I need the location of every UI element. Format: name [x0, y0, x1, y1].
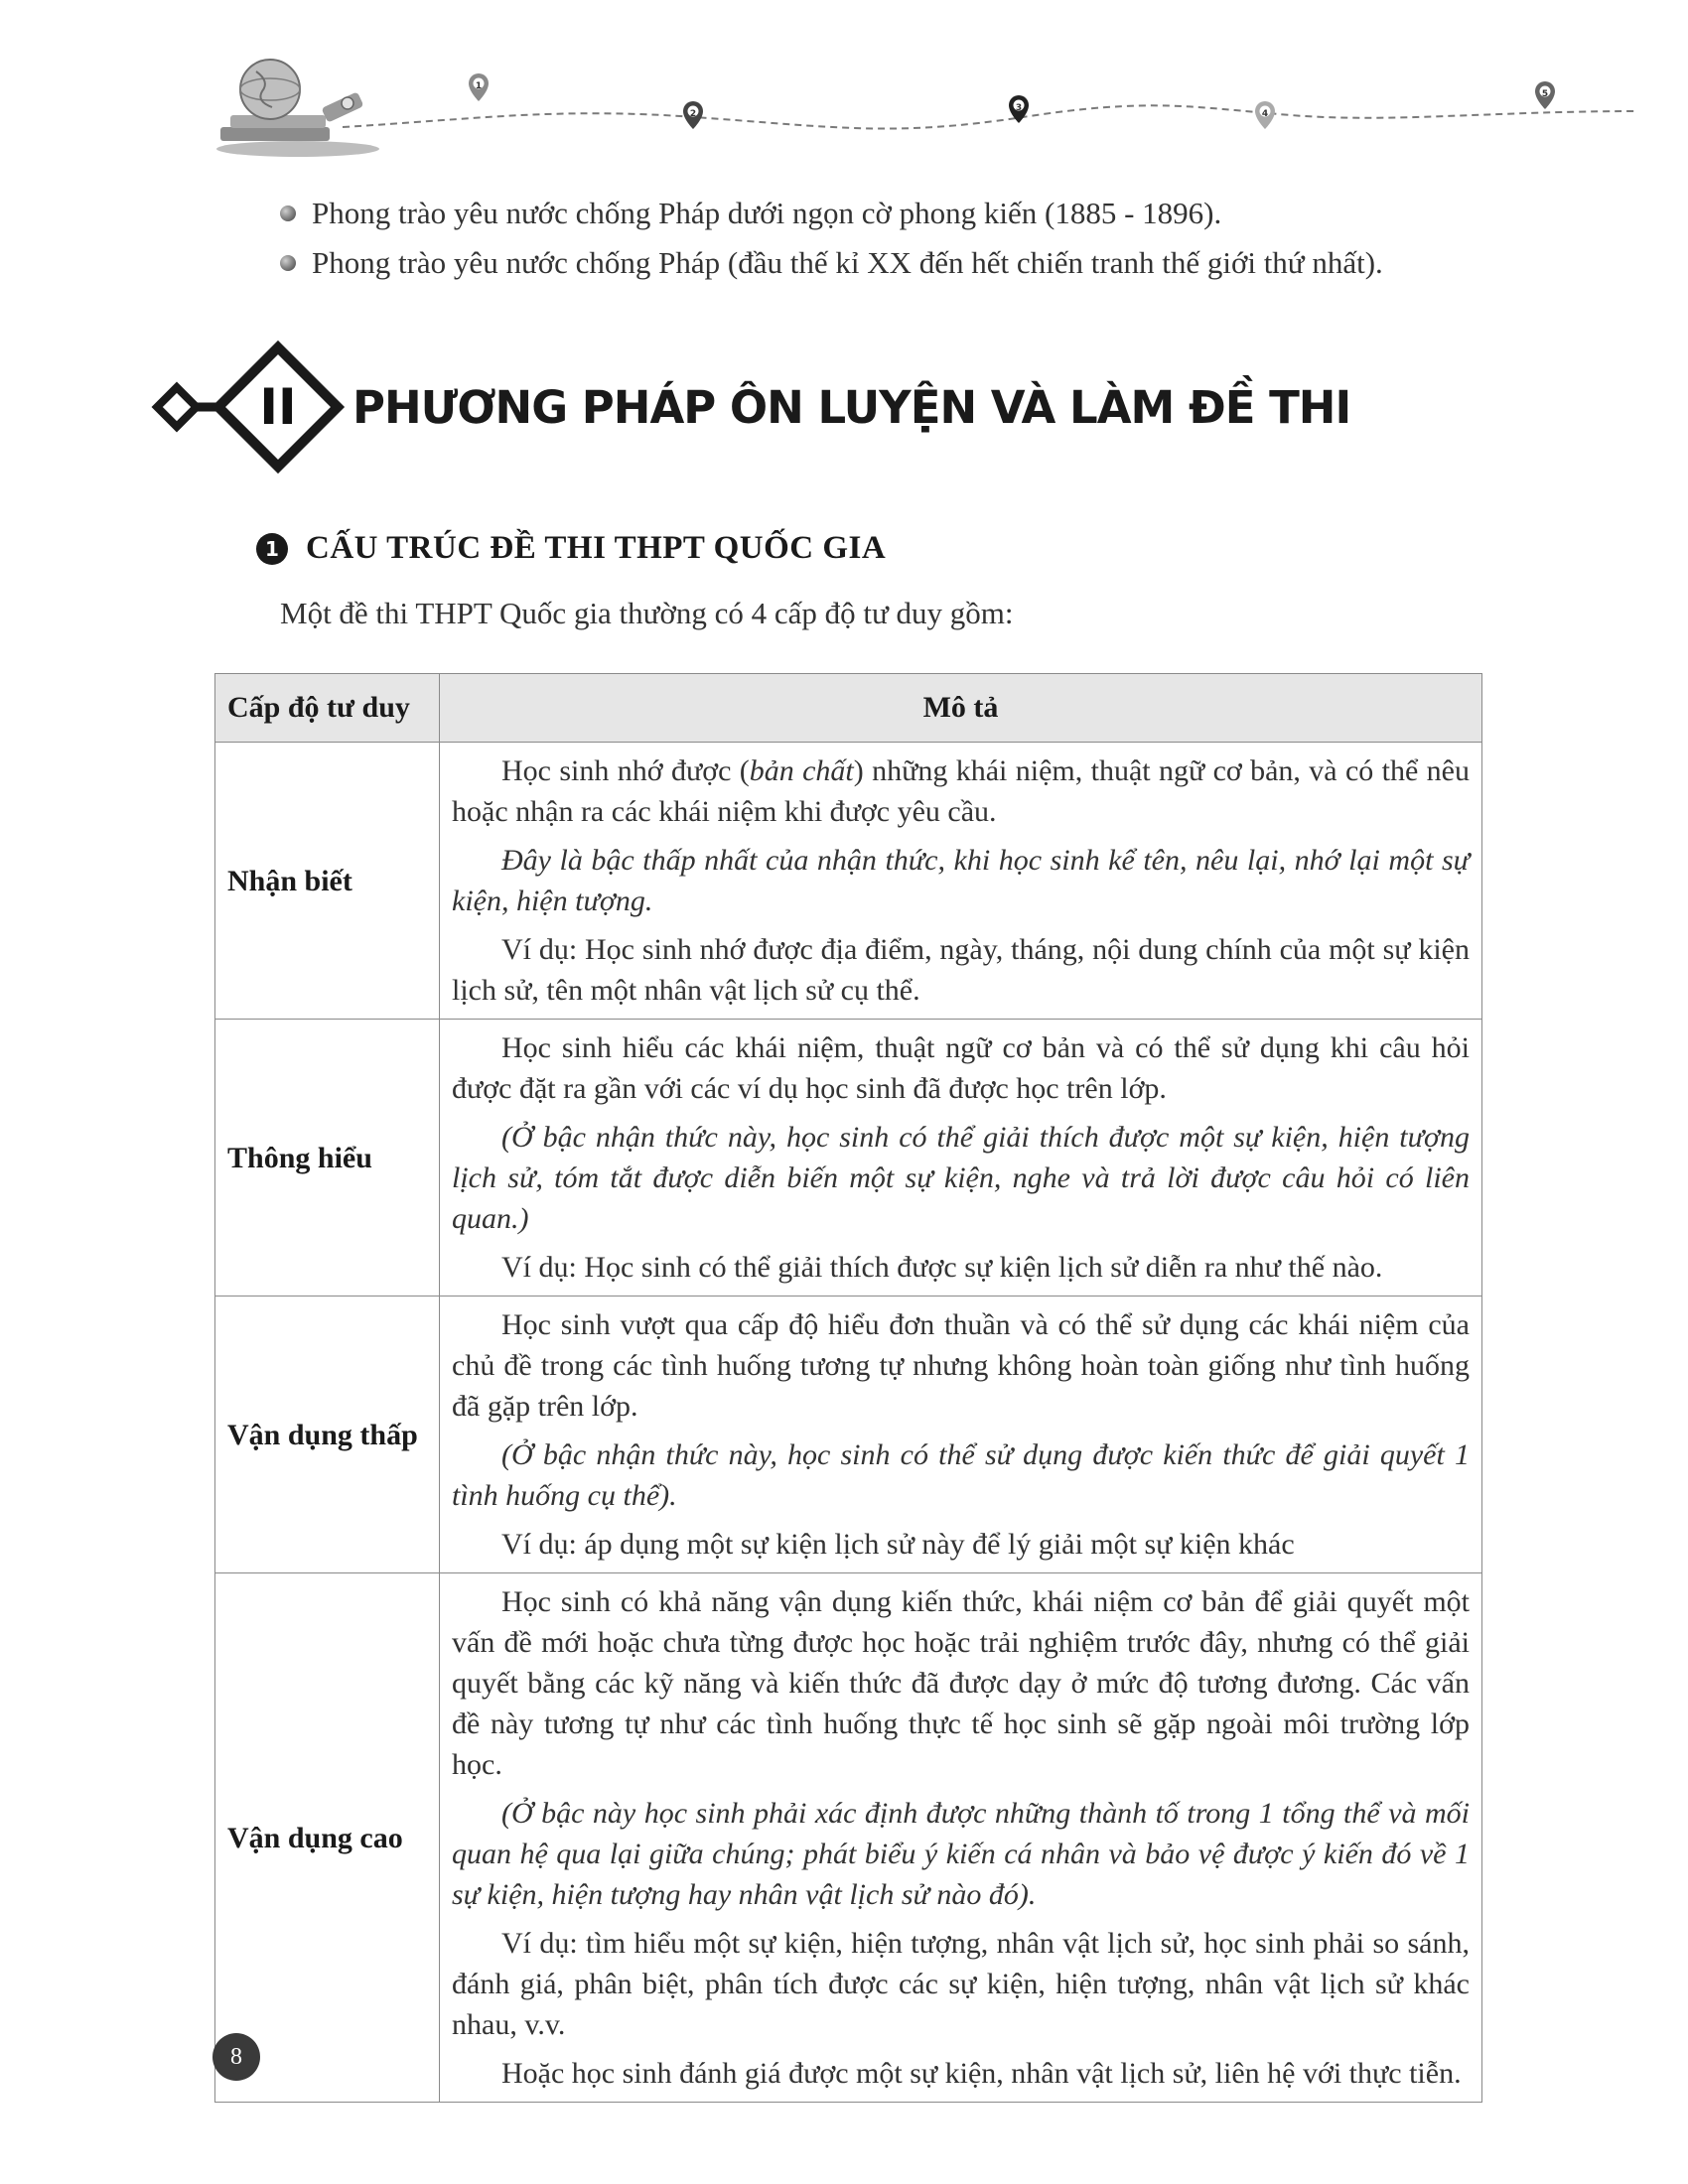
- description-paragraph: (Ở bậc này học sinh phải xác định được những thành tố trong 1 tổng thể và mối quan hệ qua lại giữa chúng; phát biểu ý kiến cá nhân và bảo vệ được ý kiến đó về 1 sự kiện, hiện tượng hay nhân vật lịch sử nào đó).: [452, 1797, 1470, 1911]
- subsection-title: CẤU TRÚC ĐỀ THI THPT QUỐC GIA: [306, 530, 887, 566]
- description-cell: [440, 1020, 1482, 1297]
- list-item-text: Phong trào yêu nước chống Pháp dưới ngọn cờ phong kiến (1885 - 1896).: [312, 196, 1222, 230]
- description-paragraph: Học sinh hiểu các khái niệm, thuật ngữ cơ bản và có thể sử dụng khi câu hỏi được đặt ra gần với các ví dụ học sinh đã được học trên lớp.: [452, 1031, 1470, 1105]
- map-pin-number: 2: [689, 109, 697, 119]
- level-cell: Nhận biết: [215, 743, 440, 1020]
- table-row: [215, 1020, 1482, 1297]
- table-row: [215, 1297, 1482, 1573]
- subsection-heading: [256, 530, 886, 567]
- bullet-list: [280, 189, 1571, 288]
- list-item-text: Phong trào yêu nước chống Pháp (đầu thế kỉ XX đến hết chiến tranh thế giới thứ nhất).: [312, 245, 1383, 280]
- italic-text-run: bản chất: [749, 754, 854, 787]
- section-numeral: II: [259, 378, 297, 436]
- description-paragraph: Hoặc học sinh đánh giá được một sự kiện, nhân vật lịch sử, liên hệ với thực tiễn.: [501, 2057, 1462, 2090]
- column-header: Mô tả: [440, 674, 1482, 743]
- map-pin-number: 3: [1015, 103, 1023, 113]
- header-decoration: [0, 0, 1688, 169]
- section-heading: [149, 338, 1539, 477]
- description-paragraph: Ví dụ: tìm hiểu một sự kiện, hiện tượng, nhân vật lịch sử, học sinh phải so sánh, đánh giá, phân biệt, phân tích được các sự kiện, hiện tượng, nhân vật lịch sử khác nhau, v.v.: [452, 1927, 1470, 2041]
- number-badge: 1: [256, 533, 288, 565]
- bullet-dot-icon: [280, 205, 296, 221]
- intro-text: Một đề thi THPT Quốc gia thường có 4 cấp độ tư duy gồm:: [280, 596, 1014, 630]
- text-run: ) những khái niệm, thuật ngữ cơ bản, và có thể nêu hoặc nhận ra các khái niệm khi được yêu cầu.: [452, 754, 1470, 828]
- level-cell: Vận dụng thấp: [215, 1297, 440, 1573]
- page-number: 8: [212, 2033, 260, 2081]
- description-paragraph: (Ở bậc nhận thức này, học sinh có thể giải thích được một sự kiện, hiện tượng lịch sử, tóm tắt được diễn biến một sự kiện, nghe và trả lời được câu hỏi có liên quan.): [452, 1121, 1470, 1235]
- levels-table: [214, 673, 1481, 2103]
- description-paragraph: [452, 751, 1470, 832]
- level-cell: Thông hiểu: [215, 1020, 440, 1297]
- level-cell: Vận dụng cao: [215, 1573, 440, 2103]
- description-cell: [440, 1297, 1482, 1573]
- map-pin-number: 4: [1261, 109, 1269, 119]
- text-run: Học sinh nhớ được (: [501, 754, 750, 787]
- globe-books-icon: [216, 60, 379, 157]
- description-paragraph: Ví dụ: Học sinh nhớ được địa điểm, ngày, tháng, nội dung chính của một sự kiện lịch sử, tên một nhân vật lịch sử cụ thể.: [452, 933, 1470, 1007]
- description-paragraph: Ví dụ: Học sinh có thể giải thích được sự kiện lịch sử diễn ra như thế nào.: [501, 1251, 1383, 1284]
- table-header-row: [215, 674, 1482, 743]
- bullet-dot-icon: [280, 255, 296, 271]
- description-paragraph: Ví dụ: áp dụng một sự kiện lịch sử này để lý giải một sự kiện khác: [501, 1528, 1295, 1561]
- table-row: [215, 743, 1482, 1020]
- description-cell: [440, 743, 1482, 1020]
- description-paragraph: Học sinh có khả năng vận dụng kiến thức, khái niệm cơ bản để giải quyết một vấn đề mới hoặc chưa từng được học hoặc trải nghiệm trước đây, nhưng có thể giải quyết bằng các kỹ năng và kiến thức đã được dạy ở mức độ tương đương. Các vấn đề này tương tự như các tình huống thực tế học sinh sẽ gặp ngoài môi trường lớp học.: [452, 1585, 1470, 1781]
- description-paragraph: Đây là bậc thấp nhất của nhận thức, khi học sinh kể tên, nêu lại, nhớ lại một sự kiện, hiện tượng.: [452, 844, 1470, 917]
- column-header: Cấp độ tư duy: [215, 674, 440, 743]
- map-pin-number: 5: [1541, 89, 1549, 99]
- table-row: [215, 1573, 1482, 2103]
- description-cell: [440, 1573, 1482, 2103]
- section-title: PHƯƠNG PHÁP ÔN LUYỆN VÀ LÀM ĐỀ THI: [352, 381, 1351, 434]
- description-paragraph: (Ở bậc nhận thức này, học sinh có thể sử dụng được kiến thức để giải quyết 1 tình huống cụ thể).: [452, 1438, 1470, 1512]
- list-item: [280, 189, 1571, 238]
- map-pin-number: 1: [475, 81, 483, 91]
- description-paragraph: Học sinh vượt qua cấp độ hiểu đơn thuần và có thể sử dụng các khái niệm của chủ đề trong các tình huống tương tự nhưng không hoàn toàn giống như tình huống đã gặp trên lớp.: [452, 1308, 1470, 1423]
- list-item: [280, 238, 1571, 288]
